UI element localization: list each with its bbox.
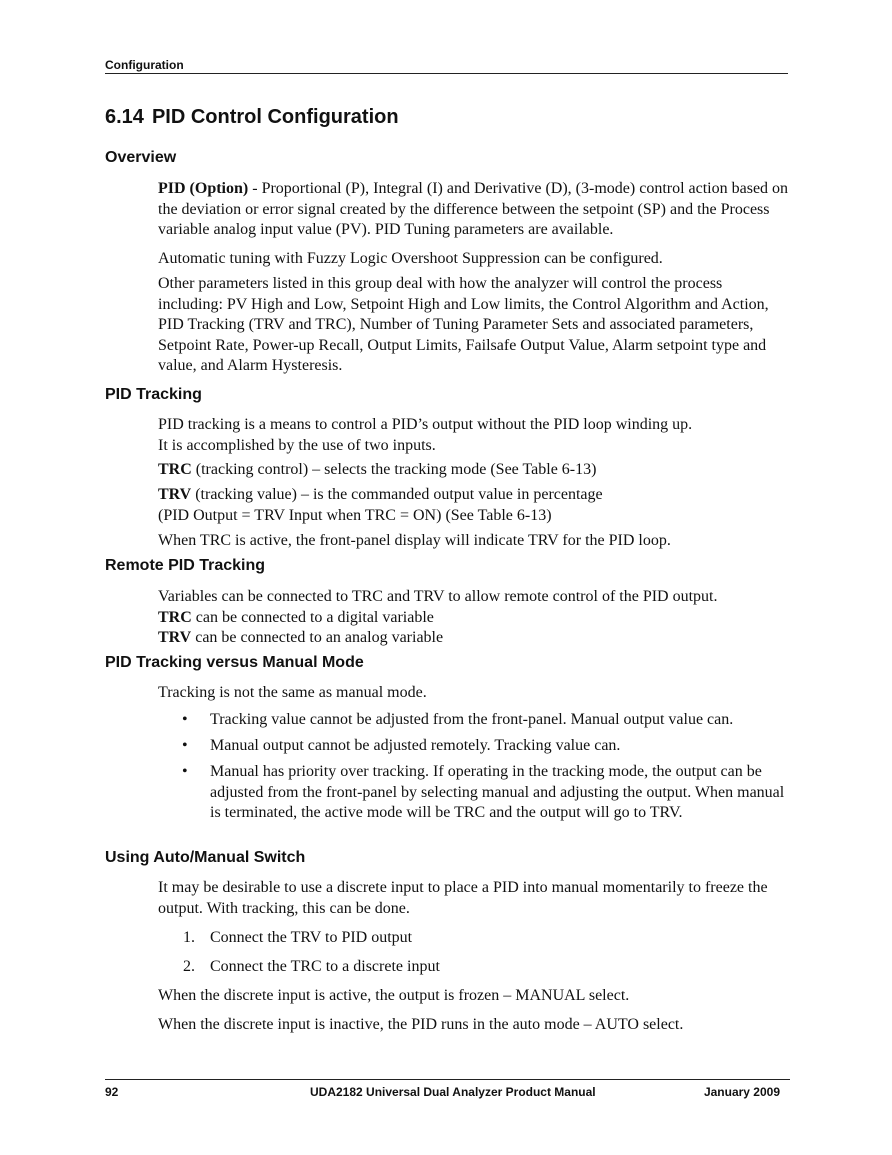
pid-tracking-line-2: It is accomplished by the use of two inputs. xyxy=(158,436,436,454)
publication-date: January 2009 xyxy=(703,1085,780,1099)
list-item: Manual output cannot be adjusted remotely. Tracking value can. xyxy=(210,737,621,754)
overview-paragraph-1-text: - Proportional (P), Integral (I) and Derivative (D), (3-mode) control action based on the deviation or error signal created by the difference between the setpoint (SP) and the Process variable analog input value (PV). PID Tuning parameters are available. xyxy=(158,180,789,238)
pid-tracking-paragraph-1 xyxy=(158,415,790,456)
header-section: Configuration xyxy=(105,58,184,72)
trv-label: TRV xyxy=(158,486,192,503)
versus-intro: Tracking is not the same as manual mode. xyxy=(158,684,427,701)
running-header xyxy=(105,58,788,74)
trv-definition-text: (tracking value) – is the commanded output value in percentage xyxy=(191,486,603,503)
page-footer xyxy=(105,1079,790,1099)
remote-trc-text: can be connected to a digital variable xyxy=(191,608,434,626)
page-number: 92 xyxy=(105,1085,119,1099)
pid-tracking-line-1: PID tracking is a means to control a PID’s output without the PID loop winding up. xyxy=(158,416,693,433)
overview-paragraph-1 xyxy=(158,179,790,241)
step-number: 1. xyxy=(183,929,195,946)
heading-auto-manual-switch: Using Auto/Manual Switch xyxy=(105,849,306,866)
list-item: Manual has priority over tracking. If operating in the tracking mode, the output can be adjusted from the front-panel by selecting manual and adjusting the output. When manual is terminated, the active mode will be TRC and the output will go to TRV. xyxy=(210,763,785,821)
trv-definition-line-2: (PID Output = TRV Input when TRC = ON) (See Table 6-13) xyxy=(158,506,552,524)
remote-line-1: Variables can be connected to TRC and TRV to allow remote control of the PID output. xyxy=(158,588,718,605)
remote-trc-label: TRC xyxy=(158,608,192,626)
section-title xyxy=(105,106,399,129)
trc-definition-text: (tracking control) – selects the tracking mode (See Table 6-13) xyxy=(191,461,597,478)
remote-trv-text: can be connected to an analog variable xyxy=(191,629,444,646)
trc-label: TRC xyxy=(158,461,192,478)
remote-paragraph xyxy=(158,587,790,649)
step-number: 2. xyxy=(183,958,195,975)
pid-tracking-paragraph-4: When TRC is active, the front-panel display will indicate TRV for the PID loop. xyxy=(158,532,671,549)
step-item: Connect the TRV to PID output xyxy=(210,929,413,946)
manual-title: UDA2182 Universal Dual Analyzer Product Manual xyxy=(310,1085,596,1099)
switch-active-paragraph: When the discrete input is active, the output is frozen – MANUAL select. xyxy=(158,987,630,1004)
section-title-text: PID Control Configuration xyxy=(151,106,399,128)
bullet-icon: • xyxy=(182,763,188,780)
list-item: Tracking value cannot be adjusted from the front-panel. Manual output value can. xyxy=(210,711,734,728)
overview-paragraph-3: Other parameters listed in this group deal with how the analyzer will control the process including: PV High and Low, Setpoint High and Low limits, the Control Algorithm and Action, PID Tracking (TRV and TRC), Number of Tuning Parameter Sets and associated parameters, Setpoint Rate, Power-up Recall, Output Limits, Failsafe Output Value, Alarm setpoint type and value, and Alarm Hysteresis. xyxy=(158,275,769,374)
heading-overview: Overview xyxy=(105,149,177,166)
section-number: 6.14 xyxy=(105,106,144,128)
heading-tracking-vs-manual: PID Tracking versus Manual Mode xyxy=(105,654,364,671)
bullet-icon: • xyxy=(182,737,188,754)
switch-intro: It may be desirable to use a discrete input to place a PID into manual momentarily to freeze the output. With tracking, this can be done. xyxy=(158,879,768,917)
overview-paragraph-2: Automatic tuning with Fuzzy Logic Overshoot Suppression can be configured. xyxy=(158,250,663,267)
pid-option-label: PID (Option) xyxy=(158,180,249,197)
bullet-icon: • xyxy=(182,711,188,728)
heading-remote-pid-tracking: Remote PID Tracking xyxy=(105,557,266,574)
step-item: Connect the TRC to a discrete input xyxy=(210,958,440,975)
switch-inactive-paragraph: When the discrete input is inactive, the PID runs in the auto mode – AUTO select. xyxy=(158,1016,684,1033)
trc-definition xyxy=(158,460,790,481)
remote-trv-label: TRV xyxy=(158,629,192,646)
trv-definition xyxy=(158,485,790,526)
heading-pid-tracking: PID Tracking xyxy=(105,386,202,403)
